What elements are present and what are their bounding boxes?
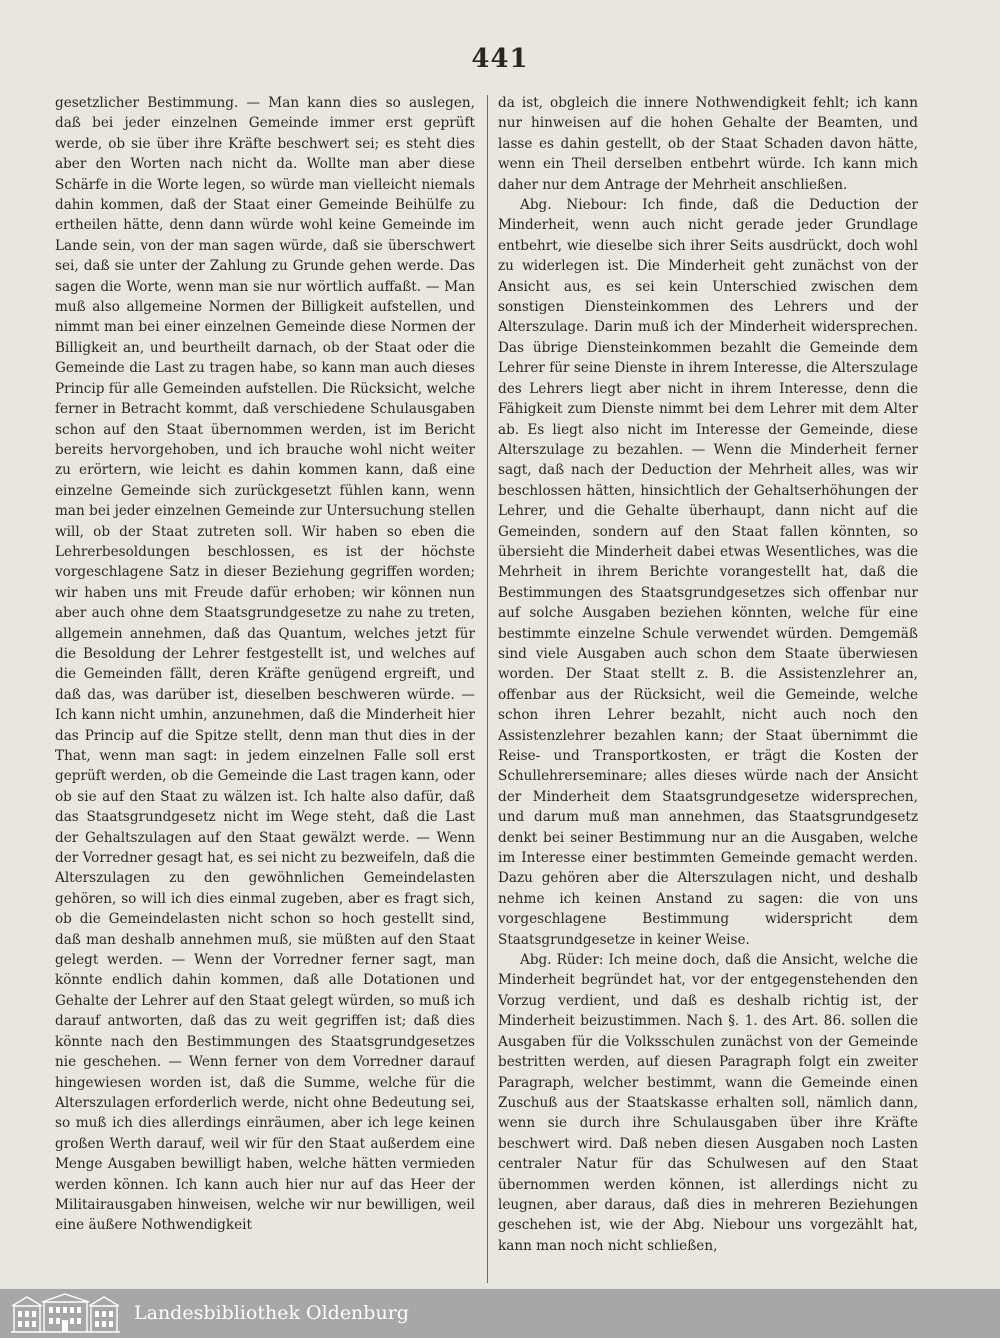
column-divider	[487, 95, 488, 1283]
paragraph: Abg. Rüder: Ich meine doch, daß die Ansicht, welche die Minderheit begründet hat, vor der entgegenstehenden den Vorzug verdient, und daß es deshalb richtig ist, der Minderheit beizustimmen. Nach §. 1. des Art. 86. sollen die Ausgaben für die Volksschulen zunächst von der Gemeinde bestritten werden, auf diesen Paragraph folgt ein zweiter Paragraph, welcher bestimmt, wann die Gemeinde einen Zuschuß aus der Staatskasse erhalten soll, nämlich dann, wenn sie durch ihre Schulausgaben über ihre Kräfte beschwert wird. Daß neben diesen Ausgaben noch Lasten centraler Natur für das Schulwesen auf den Staat übernommen werden können, ist allerdings nicht zu leugnen, aber daraus, daß dies in mehreren Beziehungen geschehen ist, wie der Abg. Niebour uns vorgezählt hat, kann man noch nicht schließen,	[498, 952, 918, 1254]
paragraph: gesetzlicher Bestimmung. — Man kann dies so auslegen, daß bei jeder einzelnen Gemeinde immer erst geprüft werde, ob sie über ihre Kräfte beschwert sei; es steht dies aber den Worten nach nicht da. Wollte man aber diese Schärfe in die Worte legen, so würde man vielleicht niemals dahin kommen, daß der Staat einer Gemeinde Beihülfe zu ertheilen hätte, denn dann würde wohl keine Gemeinde im Lande sein, von der man sagen würde, daß sie überschwert sei, daß sie unter der Zahlung zu Grunde gehen werde. Das sagen die Worte, wenn man sie nur wörtlich auffaßt. — Man muß also allgemeine Normen der Billigkeit aufstellen, und nimmt man bei einer einzelnen Gemeinde diese Normen der Billigkeit an, und beurtheilt darnach, ob der Staat oder die Gemeinde die Last zu tragen habe, so kann man auch dieses Princip für alle Gemeinden aufstellen. Die Rücksicht, welche ferner in Betracht kommt, daß verschiedene Schulausgaben schon auf den Staat übernommen werden, ist im Bericht bereits hervorgehoben, und ich brauche wohl nicht weiter zu erörtern, wie leicht es dahin kommen kann, daß eine einzelne Gemeinde sich zurückgesetzt fühlen kann, wenn man bei jeder einzelnen Gemeinde zur Untersuchung stellen will, ob der Staat zutreten soll. Wir haben so eben die Lehrerbesoldungen beschlossen, es ist der höchste vorgeschlagene Satz in dieser Beziehung gegriffen worden; wir haben uns mit Freude dafür erhoben; wir können nun aber auch ohne dem Staatsgrundgesetze zu nahe zu treten, allgemein annehmen, daß das Quantum, welches jetzt für die Besoldung der Lehrer festgestellt ist, und welches auf die Gemeinden fällt, deren Kräfte genügend ergreift, und daß das, was darüber ist, dieselben beschweren würde. — Ich kann nicht umhin, anzunehmen, daß die Minderheit hier das Princip auf die Spitze stellt, denn man thut dies in der That, wenn man sagt: in jedem einzelnen Falle soll erst geprüft werden, ob die Gemeinde die Last tragen kann, oder ob sie auf den Staat zu wälzen ist. Ich halte also dafür, daß das Staatsgrundgesetz nicht im Wege steht, daß die Last der Gehaltszulagen auf den Staat gewälzt werde. — Wenn der Vorredner gesagt hat, es sei nicht zu bezweifeln, daß die Alterszulagen zu den gewöhnlichen Gemeindelasten gehören, so will ich dies einmal zugeben, aber es fragt sich, ob die Gemeindelasten nicht schon so hoch gestellt sind, daß man deshalb annehmen muß, sie müßten auf den Staat gelegt werden. — Wenn der Vorredner ferner sagt, man könnte endlich dahin kommen, daß alle Dotationen und Gehalte der Lehrer auf den Staat gelegt würden, so muß ich darauf antworten, daß das zu weit gegriffen ist; daß dies könnte nach den Bestimmungen des Staatsgrundgesetzes nie geschehen. — Wenn ferner von dem Vorredner darauf hingewiesen worden ist, daß die Summe, welche für die Alterszulagen erforderlich werde, nicht ohne Bedeutung sei, so muß ich dies allerdings einräumen, aber ich lege keinen großen Werth darauf, weil wir für den Staat außerdem eine Menge Ausgaben bewilligt haben, welche hätten vermieden werden können. Ich kann auch hier nur auf das Heer der Militairausgaben hinweisen, welche wir nur bewilligen, weil eine äußere Nothwendigkeit	[55, 95, 475, 1234]
paragraph: da ist, obgleich die innere Nothwendigkeit fehlt; ich kann nur hinweisen auf die hohen Gehalte der Beamten, und lasse es dahin gestellt, ob der Staat Schaden davon hätte, wenn ein Theil derselben entbehrt würde. Ich kann mich daher nur dem Antrage der Mehrheit anschließen.	[498, 95, 918, 193]
library-building-logo-icon	[8, 1292, 123, 1335]
text-column-left	[55, 93, 475, 1285]
library-name[interactable]: Landesbibliothek Oldenburg	[134, 1302, 409, 1324]
footer-bar	[0, 1289, 1000, 1338]
paragraph: Abg. Niebour: Ich finde, daß die Deduction der Minderheit, wenn auch nicht gerade jeder Grundlage entbehrt, wie dieselbe sich ihrer Seits ausdrückt, doch wohl zu widerlegen ist. Die Minderheit geht zunächst von der Ansicht aus, es sei kein Unterschied zwischen dem sonstigen Diensteinkommen des Lehrers und der Alterszulage. Darin muß ich der Minderheit widersprechen. Das übrige Diensteinkommen bezahlt die Gemeinde dem Lehrer für seine Dienste in ihrem Interesse, die Alterszulage des Lehrers liegt aber nicht in ihrem Interesse, denn die Fähigkeit zum Dienste nimmt bei dem Lehrer mit dem Alter ab. Es liegt also nicht im Interesse der Gemeinde, diese Alterszulage zu bezahlen. — Wenn die Minderheit ferner sagt, daß nach der Deduction der Mehrheit alles, was wir beschlossen hätten, hinsichtlich der Gehaltserhöhungen der Lehrer, und die Gehalte überhaupt, dann nicht auf die Gemeinden, sondern auf den Staat fallen könnten, so übersieht die Minderheit dabei etwas Wesentliches, was die Mehrheit in ihrem Berichte vorangestellt hat, daß die Bestimmungen des Staatsgrundgesetzes sich offenbar nur auf solche Ausgaben beziehen könnten, welche für eine bestimmte einzelne Schule verwendet würden. Demgemäß sind viele Ausgaben auch schon dem Staate überwiesen worden. Der Staat stellt z. B. die Assistenzlehrer an, offenbar aus der Rücksicht, weil die Gemeinde, welche schon ihren Lehrer bezahlt, nicht auch noch den Assistenzlehrer bezahlen kann; der Staat übernimmt die Reise- und Transportkosten, er trägt die Kosten der Schullehrerseminare; alles dieses würde nach der Ansicht der Minderheit dem Staatsgrundgesetze widersprechen, und darum muß man annehmen, das Staatsgrundgesetz denkt bei seiner Bestimmung nur an die Ausgaben, welche im Interesse einer bestimmten Gemeinde gemacht werden. Dazu gehören aber die Alterszulagen nicht, und deshalb nehme ich keinen Anstand zu sagen: die von uns vorgeschlagene Bestimmung widerspricht dem Staatsgrundgesetze in keiner Weise.	[498, 197, 918, 948]
text-column-right	[498, 93, 918, 1285]
page-number: 441	[471, 44, 529, 74]
